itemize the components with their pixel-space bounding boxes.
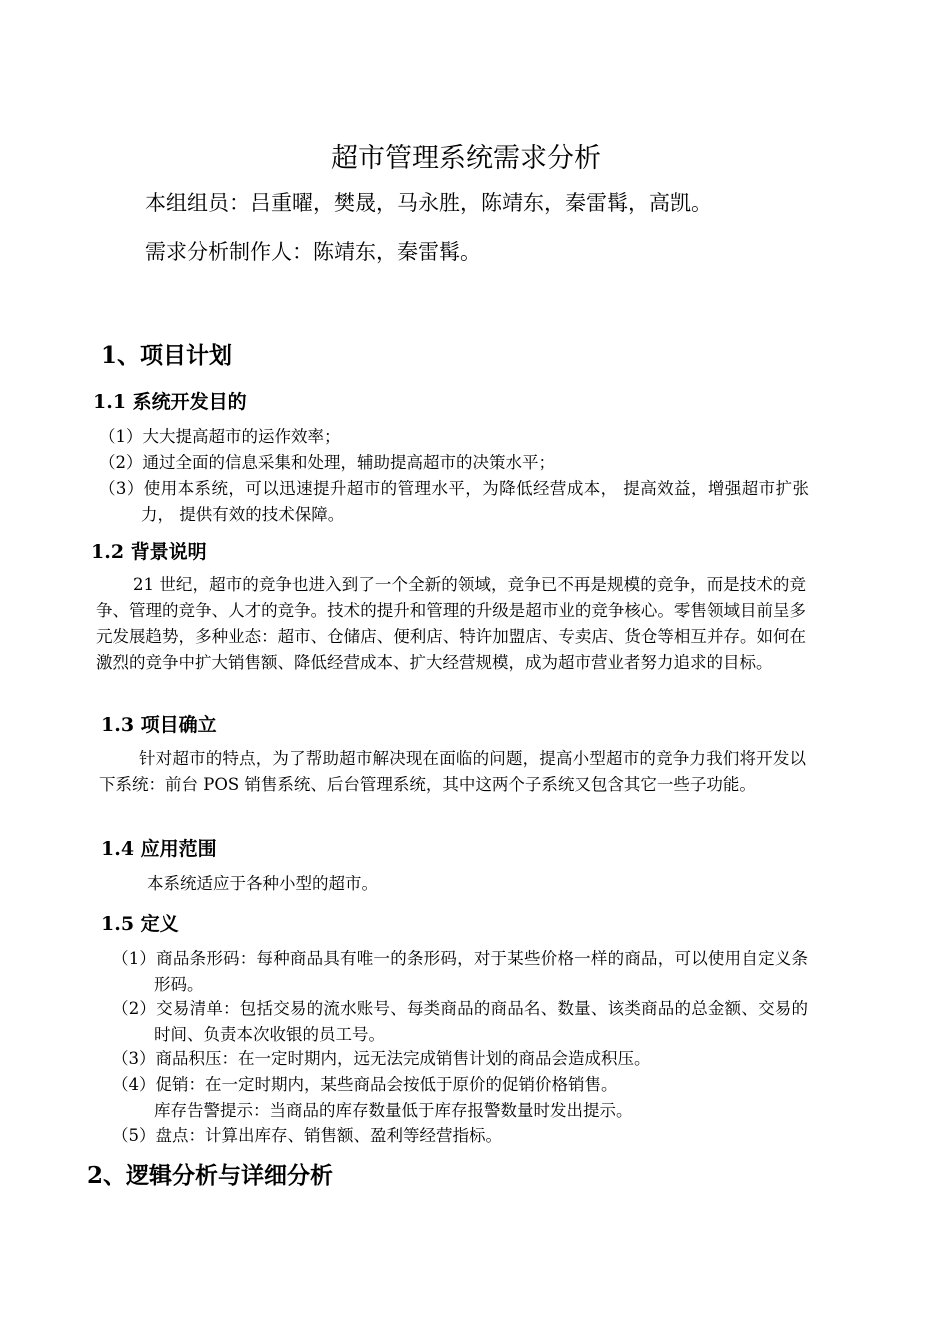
list-item: 库存告警提示：当商品的库存数量低于库存报警数量时发出提示。 <box>154 1101 633 1120</box>
section-1-1-heading: 1.1 系统开发目的 <box>93 391 247 413</box>
list-item: （2）通过全面的信息采集和处理，辅助提高超市的决策水平； <box>99 453 555 472</box>
list-item: （3）使用本系统，可以迅速提升超市的管理水平，为降低经营成本， 提高效益，增强超市扩张力， 提供有效的技术保障。 <box>99 479 809 524</box>
section-1-2-heading: 1.2 背景说明 <box>91 541 207 563</box>
list-item: （2）交易清单：包括交易的流水账号、每类商品的商品名、数量、该类商品的总金额、交易的时间、负责本次收银的员工号。 <box>112 999 809 1044</box>
list-item: （1）商品条形码：每种商品具有唯一的条形码，对于某些价格一样的商品，可以使用自定义条形码。 <box>112 949 809 994</box>
list-item: （4）促销：在一定时期内，某些商品会按低于原价的促销价格销售。 <box>112 1075 618 1094</box>
list-item: （5）盘点：计算出库存、销售额、盈利等经营指标。 <box>112 1126 502 1145</box>
list-item: （1）大大提高超市的运作效率； <box>99 427 341 446</box>
section-1-3-heading: 1.3 项目确立 <box>101 714 217 736</box>
project-paragraph: 针对超市的特点，为了帮助超市解决现在面临的问题，提高小型超市的竞争力我们将开发以下系统：前台 POS 销售系统、后台管理系统，其中这两个子系统又包含其它一些子功能。 <box>99 749 806 794</box>
section-1-heading: 1、项目计划 <box>101 342 233 369</box>
section-1-5-heading: 1.5 定义 <box>101 913 179 935</box>
scope-paragraph: 本系统适应于各种小型的超市。 <box>147 874 378 893</box>
background-paragraph: 21 世纪，超市的竞争也进入到了一个全新的领域，竞争已不再是规模的竞争，而是技术的竞争、管理的竞争、人才的竞争。技术的提升和管理的升级是超市业的竞争核心。零售领域目前呈多元发展趋势，多种业态：超市、仓储店、便利店、特许加盟店、专卖店、货仓等相互并存。如何在激烈的竞争中扩大销售额、降低经营成本、扩大经营规模，成为超市营业者努力追求的目标。 <box>96 575 806 672</box>
author-line: 需求分析制作人：陈靖东，秦雷髯。 <box>145 240 481 264</box>
section-2-heading: 2、逻辑分析与详细分析 <box>87 1162 334 1189</box>
section-1-4-heading: 1.4 应用范围 <box>101 838 217 860</box>
page-title: 超市管理系统需求分析 <box>331 143 601 174</box>
list-item: （3）商品积压：在一定时期内，远无法完成销售计划的商品会造成积压。 <box>112 1049 651 1068</box>
members-line: 本组组员：吕重曜，樊晟，马永胜，陈靖东，秦雷髯，高凯。 <box>145 191 712 215</box>
